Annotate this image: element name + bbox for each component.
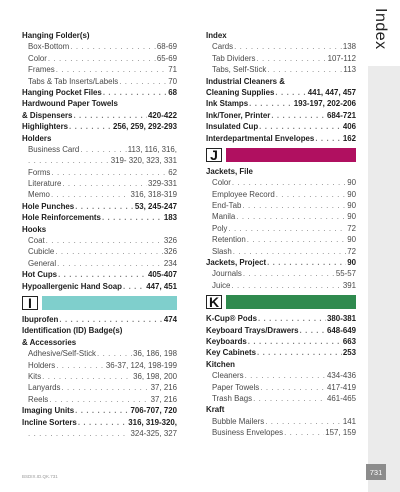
entry-label: Frames bbox=[28, 65, 55, 75]
entry-label: Kits bbox=[28, 371, 42, 381]
index-entry bbox=[206, 41, 356, 52]
index-entry bbox=[22, 201, 177, 212]
index-entry bbox=[22, 281, 177, 292]
index-entry bbox=[206, 234, 356, 245]
entry-pages: 70 bbox=[168, 76, 177, 86]
entry-label: Lanyards bbox=[28, 383, 61, 393]
letter-divider-i bbox=[22, 296, 177, 310]
leader-dots bbox=[249, 98, 293, 109]
entry-label: Hanging Pocket Files bbox=[22, 87, 102, 97]
index-section-label: Index bbox=[372, 8, 389, 50]
leader-dots bbox=[57, 258, 163, 269]
leader-dots bbox=[80, 144, 126, 155]
entry-pages: 55-57 bbox=[335, 269, 356, 279]
leader-dots bbox=[59, 314, 162, 325]
entry-label: Ibuprofen bbox=[22, 314, 59, 324]
leader-dots bbox=[51, 167, 167, 178]
entry-label: Keyboard Trays/Drawers bbox=[206, 325, 299, 335]
leader-dots bbox=[28, 428, 129, 439]
entry-label: Business Envelopes bbox=[212, 428, 284, 438]
leader-dots bbox=[55, 246, 163, 257]
index-entry bbox=[22, 405, 177, 416]
entry-pages: 71 bbox=[168, 65, 177, 75]
index-entry bbox=[22, 64, 177, 75]
entry-pages: 316, 319-320, bbox=[128, 417, 177, 427]
leader-dots bbox=[119, 76, 167, 87]
entry-label: Business Card bbox=[28, 144, 80, 154]
index-entry bbox=[206, 110, 356, 121]
entry-label: Ink/Toner, Printer bbox=[206, 110, 271, 120]
leader-dots bbox=[232, 177, 346, 188]
entry-label: Keyboards bbox=[206, 336, 247, 346]
entry-pages: 684-721 bbox=[327, 110, 356, 120]
leader-dots bbox=[103, 87, 167, 98]
entry-label: Hardwound Paper Towels bbox=[22, 99, 118, 109]
entry-pages: 326 bbox=[163, 247, 177, 257]
entry-label: Reels bbox=[28, 394, 49, 404]
entry-pages: 447, 451 bbox=[146, 281, 177, 291]
leader-dots bbox=[284, 427, 324, 438]
entry-pages: 474 bbox=[163, 314, 177, 324]
entries-h bbox=[22, 30, 177, 292]
entry-label: Identification (ID) Badge(s) bbox=[22, 326, 123, 336]
index-entry bbox=[206, 325, 356, 336]
index-entry bbox=[22, 314, 177, 325]
letter-bar-j-fill bbox=[226, 148, 356, 162]
entry-label: Imaging Units bbox=[22, 406, 75, 416]
leader-dots bbox=[49, 394, 149, 405]
index-entry bbox=[206, 268, 356, 279]
leader-dots bbox=[61, 382, 149, 393]
index-entry bbox=[206, 336, 356, 347]
index-column-left bbox=[22, 30, 177, 439]
leader-dots bbox=[69, 121, 112, 132]
leader-dots bbox=[228, 223, 346, 234]
index-entry bbox=[206, 64, 356, 75]
entries-j bbox=[206, 166, 356, 291]
entry-pages: 90 bbox=[347, 235, 356, 245]
leader-dots bbox=[123, 281, 145, 292]
entry-label: Insulated Cup bbox=[206, 122, 259, 132]
entry-label: Coat bbox=[28, 236, 45, 246]
index-entry bbox=[206, 347, 356, 358]
leader-dots bbox=[275, 87, 306, 98]
entry-pages: 326 bbox=[163, 236, 177, 246]
entry-pages: 193-197, 202-206 bbox=[293, 99, 356, 109]
entry-pages: 36-37, 124, 198-199 bbox=[105, 360, 177, 370]
leader-dots bbox=[51, 189, 130, 200]
entry-label: Retention bbox=[212, 235, 246, 245]
entry-label: Color bbox=[212, 178, 231, 188]
entry-pages: 663 bbox=[342, 336, 356, 346]
entry-label: Jackets, File bbox=[206, 166, 253, 176]
index-entry bbox=[22, 246, 177, 257]
entry-label: Jackets, Project bbox=[206, 258, 267, 268]
leader-dots bbox=[236, 211, 346, 222]
entry-pages: 162 bbox=[342, 133, 356, 143]
index-entry bbox=[206, 177, 356, 188]
leader-dots bbox=[234, 41, 342, 52]
index-entry bbox=[22, 371, 177, 382]
leader-dots bbox=[73, 110, 147, 121]
index-entry bbox=[22, 76, 177, 87]
index-entry bbox=[22, 394, 177, 405]
leader-dots bbox=[56, 360, 105, 371]
leader-dots bbox=[233, 246, 346, 257]
entry-pages: 706-707, 720 bbox=[130, 406, 177, 416]
index-column-right bbox=[206, 30, 356, 439]
entry-label: Employee Record bbox=[212, 189, 275, 199]
entry-label: Slash bbox=[212, 246, 232, 256]
index-entry bbox=[22, 360, 177, 371]
entry-pages: 324-325, 327 bbox=[130, 428, 177, 438]
leader-dots bbox=[46, 235, 163, 246]
entry-label: Cleaning Supplies bbox=[206, 87, 275, 97]
index-entry bbox=[22, 235, 177, 246]
entry-label: Journals bbox=[212, 269, 242, 279]
leader-dots bbox=[243, 268, 335, 279]
leader-dots bbox=[97, 348, 132, 359]
letter-j: J bbox=[206, 148, 222, 162]
leader-dots bbox=[300, 325, 326, 336]
entry-pages: 36, 198, 200 bbox=[133, 371, 177, 381]
entry-pages: 461-465 bbox=[327, 393, 356, 403]
entry-pages: 405-407 bbox=[148, 270, 177, 280]
index-entry bbox=[22, 325, 177, 336]
index-entry bbox=[206, 416, 356, 427]
leader-dots bbox=[248, 336, 342, 347]
entry-pages: 72 bbox=[347, 223, 356, 233]
letter-divider-j bbox=[206, 148, 356, 162]
entry-label: Holders bbox=[22, 133, 52, 143]
entry-pages: 157, 159 bbox=[325, 428, 356, 438]
leader-dots bbox=[271, 110, 326, 121]
leader-dots bbox=[75, 405, 129, 416]
entry-label: General bbox=[28, 258, 57, 268]
entry-pages: 141 bbox=[342, 416, 356, 426]
leader-dots bbox=[247, 234, 346, 245]
entry-label: Forms bbox=[28, 167, 51, 177]
index-entry bbox=[22, 167, 177, 178]
leader-dots bbox=[56, 64, 167, 75]
index-entry bbox=[22, 53, 177, 64]
index-entry bbox=[22, 269, 177, 280]
entry-label: Cleaners bbox=[212, 371, 244, 381]
index-entry bbox=[206, 166, 356, 177]
entry-pages: 434-436 bbox=[327, 371, 356, 381]
entry-label: & Accessories bbox=[22, 337, 77, 347]
entry-label: Hot Cups bbox=[22, 270, 58, 280]
entry-pages: 53, 245-247 bbox=[134, 201, 177, 211]
leader-dots bbox=[75, 201, 134, 212]
entry-pages: 316, 318-319 bbox=[130, 190, 177, 200]
entry-label: Tabs & Tab Inserts/Labels bbox=[28, 76, 119, 86]
entry-pages: 68-69 bbox=[156, 42, 177, 52]
entry-pages: 68 bbox=[168, 87, 177, 97]
entry-label: Hooks bbox=[22, 224, 47, 234]
entry-label: Incline Sorters bbox=[22, 417, 77, 427]
leader-dots bbox=[231, 280, 341, 291]
index-entry bbox=[206, 223, 356, 234]
index-entry bbox=[206, 370, 356, 381]
entry-label: Poly bbox=[212, 223, 228, 233]
leader-dots bbox=[258, 313, 326, 324]
entry-pages: 417-419 bbox=[327, 382, 356, 392]
index-entry bbox=[22, 178, 177, 189]
index-entry bbox=[22, 144, 177, 155]
index-entry bbox=[206, 133, 356, 144]
index-entry bbox=[206, 246, 356, 257]
leader-dots bbox=[48, 53, 156, 64]
entry-pages: 113, 116, 316, bbox=[127, 144, 177, 154]
index-entry bbox=[22, 348, 177, 359]
leader-dots bbox=[102, 212, 163, 223]
index-entry bbox=[22, 110, 177, 121]
entry-label: Hole Reinforcements bbox=[22, 213, 101, 223]
index-entry bbox=[22, 121, 177, 132]
letter-bar-k-fill bbox=[226, 295, 356, 309]
index-entry bbox=[206, 76, 356, 87]
index-entry bbox=[22, 212, 177, 223]
entry-label: Tabs, Self-Stick bbox=[212, 65, 267, 75]
index-entry bbox=[206, 53, 356, 64]
entry-pages: 90 bbox=[347, 201, 356, 211]
entry-label: Juice bbox=[212, 280, 231, 290]
entries-k bbox=[206, 313, 356, 438]
entry-label: Trash Bags bbox=[212, 393, 253, 403]
index-entry bbox=[22, 87, 177, 98]
entries-i bbox=[22, 314, 177, 439]
index-entry bbox=[206, 87, 356, 98]
entry-label: Adhesive/Self-Stick bbox=[28, 349, 96, 359]
entry-pages: 183 bbox=[163, 213, 177, 223]
entry-label: & Dispensers bbox=[22, 110, 73, 120]
entry-pages: 37, 216 bbox=[150, 383, 177, 393]
entry-label: Hypoallergenic Hand Soap bbox=[22, 281, 122, 291]
entry-label: Bubble Mailers bbox=[212, 416, 265, 426]
entry-label: Literature bbox=[28, 179, 62, 189]
entry-pages: 441, 447, 457 bbox=[307, 87, 356, 97]
leader-dots bbox=[276, 189, 347, 200]
entry-pages: 380-381 bbox=[327, 314, 356, 324]
entry-pages: 72 bbox=[347, 246, 356, 256]
entry-pages: 138 bbox=[342, 42, 356, 52]
index-entry bbox=[22, 258, 177, 269]
entry-pages: 391 bbox=[342, 280, 356, 290]
index-entry bbox=[22, 41, 177, 52]
letter-i: I bbox=[22, 296, 38, 310]
entry-pages: 329-331 bbox=[148, 179, 177, 189]
entry-label: Tab Dividers bbox=[212, 53, 256, 63]
entry-label: Ink Stamps bbox=[206, 99, 249, 109]
leader-dots bbox=[257, 347, 342, 358]
leader-dots bbox=[267, 64, 342, 75]
entry-label: Kraft bbox=[206, 405, 225, 415]
leader-dots bbox=[42, 371, 132, 382]
leader-dots bbox=[259, 121, 342, 132]
index-entry bbox=[206, 382, 356, 393]
entry-label: Key Cabinets bbox=[206, 348, 256, 358]
entry-label: Paper Towels bbox=[212, 382, 260, 392]
index-entry bbox=[206, 200, 356, 211]
entry-pages: 65-69 bbox=[156, 53, 177, 63]
index-entry bbox=[22, 30, 177, 41]
letter-bar-i-fill bbox=[42, 296, 177, 310]
leader-dots bbox=[58, 269, 147, 280]
index-entry bbox=[206, 257, 356, 268]
leader-dots bbox=[242, 200, 346, 211]
entry-label: Holders bbox=[28, 360, 56, 370]
leader-dots bbox=[315, 133, 342, 144]
entry-label: Memo bbox=[28, 190, 50, 200]
entry-pages: 253 bbox=[342, 348, 356, 358]
entry-pages: 62 bbox=[168, 167, 177, 177]
leader-dots bbox=[70, 41, 156, 52]
index-entry bbox=[22, 224, 177, 235]
entry-label: Hanging Folder(s) bbox=[22, 31, 90, 40]
entry-pages: 406 bbox=[342, 122, 356, 132]
index-entry bbox=[22, 337, 177, 348]
leader-dots bbox=[78, 417, 127, 428]
index-entry bbox=[206, 427, 356, 438]
entry-label: K-Cup® Pods bbox=[206, 314, 257, 324]
entry-label: Cards bbox=[212, 42, 234, 52]
entry-pages: 420-422 bbox=[148, 110, 177, 120]
leader-dots bbox=[260, 382, 326, 393]
entry-pages: 256, 259, 292-293 bbox=[112, 122, 177, 132]
index-entry bbox=[206, 359, 356, 370]
entry-label: Industrial Cleaners & bbox=[206, 76, 285, 86]
leader-dots bbox=[62, 178, 147, 189]
entry-label: Manila bbox=[212, 212, 236, 222]
page-number: 731 bbox=[366, 464, 386, 480]
index-entry bbox=[22, 98, 177, 109]
entry-pages: 113 bbox=[343, 65, 356, 75]
page-edge-strip bbox=[368, 66, 400, 492]
index-entry bbox=[22, 417, 177, 428]
entry-label: Cubicle bbox=[28, 247, 55, 257]
index-entry bbox=[22, 189, 177, 200]
entry-pages: 90 bbox=[347, 212, 356, 222]
index-entry bbox=[206, 189, 356, 200]
entry-label: Box-Bottom bbox=[28, 42, 70, 52]
index-entry bbox=[22, 382, 177, 393]
index-entry bbox=[206, 121, 356, 132]
leader-dots bbox=[245, 370, 326, 381]
entry-label: Interdepartmental Envelopes bbox=[206, 133, 315, 143]
entry-pages: 648-649 bbox=[327, 325, 356, 335]
entry-pages: 90 bbox=[347, 178, 356, 188]
index-entry bbox=[206, 393, 356, 404]
index-entry bbox=[206, 211, 356, 222]
index-entry bbox=[22, 428, 177, 439]
catalog-code: BSDIX.ID.QK.731 bbox=[22, 474, 58, 479]
entry-label: Kitchen bbox=[206, 359, 235, 369]
entry-pages: 234 bbox=[163, 258, 177, 268]
letter-k: K bbox=[206, 295, 222, 309]
index-entry bbox=[206, 313, 356, 324]
index-entry bbox=[206, 280, 356, 291]
entry-label: Color bbox=[28, 53, 47, 63]
entry-pages: 37, 216 bbox=[150, 394, 177, 404]
index-entry bbox=[206, 98, 356, 109]
letter-divider-k bbox=[206, 295, 356, 309]
entry-label: Highlighters bbox=[22, 122, 69, 132]
index-entry bbox=[206, 404, 356, 415]
entries-i-cont bbox=[206, 30, 356, 144]
entry-pages: 90 bbox=[347, 189, 356, 199]
leader-dots bbox=[256, 53, 326, 64]
index-entry bbox=[22, 133, 177, 144]
entry-label: End-Tab bbox=[212, 201, 242, 211]
leader-dots bbox=[265, 416, 342, 427]
leader-dots bbox=[267, 257, 346, 268]
leader-dots bbox=[253, 393, 326, 404]
index-entry bbox=[22, 155, 177, 166]
entry-label: Index bbox=[206, 31, 227, 40]
entry-pages: 36, 186, 198 bbox=[133, 349, 177, 359]
index-entry bbox=[206, 30, 356, 41]
entry-pages: 90 bbox=[347, 258, 356, 268]
entry-label: Hole Punches bbox=[22, 201, 75, 211]
leader-dots bbox=[28, 155, 110, 166]
entry-pages: 107-112 bbox=[327, 53, 356, 63]
entry-pages: 319- 320, 323, 331 bbox=[110, 156, 177, 166]
